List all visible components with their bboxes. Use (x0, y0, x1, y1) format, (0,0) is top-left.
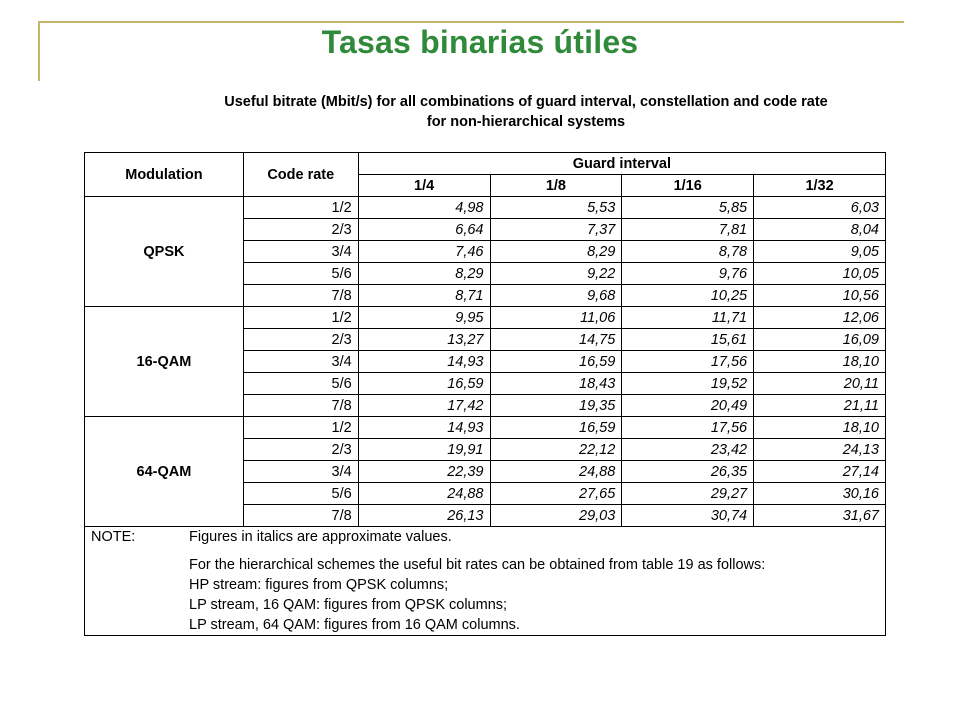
bitrate-value-cell: 11,71 (622, 307, 754, 329)
bitrate-value-cell: 6,64 (358, 219, 490, 241)
bitrate-value-cell: 19,35 (490, 395, 622, 417)
bitrate-value-cell: 7,81 (622, 219, 754, 241)
code-rate-cell: 5/6 (243, 263, 358, 285)
bitrate-value-cell: 11,06 (490, 307, 622, 329)
bitrate-value-cell: 18,43 (490, 373, 622, 395)
code-rate-cell: 7/8 (243, 395, 358, 417)
bitrate-value-cell: 24,88 (490, 461, 622, 483)
header-guard-1-32: 1/32 (754, 175, 886, 197)
modulation-cell: 64-QAM (85, 417, 244, 527)
table-body (85, 197, 886, 527)
code-rate-cell: 5/6 (243, 373, 358, 395)
bitrate-value-cell: 29,03 (490, 505, 622, 527)
frame-top-line (38, 21, 904, 23)
bitrate-value-cell: 27,14 (754, 461, 886, 483)
header-modulation: Modulation (85, 153, 244, 197)
note-indent (91, 595, 189, 615)
caption-line-2: for non-hierarchical systems (426, 114, 626, 130)
bitrate-value-cell: 27,65 (490, 483, 622, 505)
bitrate-value-cell: 18,10 (754, 417, 886, 439)
bitrate-value-cell: 13,27 (358, 329, 490, 351)
note-line-1: Figures in italics are approximate values. (189, 529, 452, 545)
bitrate-value-cell: 15,61 (622, 329, 754, 351)
bitrate-value-cell: 16,59 (490, 417, 622, 439)
bitrate-value-cell: 9,76 (622, 263, 754, 285)
note-label: NOTE: (91, 529, 136, 545)
note-spacer (189, 547, 879, 555)
bitrate-value-cell: 8,04 (754, 219, 886, 241)
header-guard-1-16: 1/16 (622, 175, 754, 197)
bitrate-value-cell: 5,85 (622, 197, 754, 219)
note-line-2: For the hierarchical schemes the useful bit rates can be obtained from table 19 as follows: (189, 557, 766, 573)
header-guard-interval: Guard interval (358, 153, 885, 175)
table-row (85, 197, 886, 219)
modulation-cell: 16-QAM (85, 307, 244, 417)
header-guard-1-8: 1/8 (490, 175, 622, 197)
note-indent (91, 575, 189, 595)
table-row (85, 417, 886, 439)
caption-line-1: Useful bitrate (Mbit/s) for all combinations of guard interval, constellation and code rate (224, 94, 828, 110)
bitrate-value-cell: 7,37 (490, 219, 622, 241)
header-row-1 (85, 153, 886, 175)
bitrate-value-cell: 8,71 (358, 285, 490, 307)
bitrate-value-cell: 4,98 (358, 197, 490, 219)
bitrate-value-cell: 9,68 (490, 285, 622, 307)
bitrate-value-cell: 16,59 (358, 373, 490, 395)
bitrate-value-cell: 9,95 (358, 307, 490, 329)
note-spacer (91, 547, 189, 555)
header-code-rate: Code rate (243, 153, 358, 197)
bitrate-value-cell: 24,13 (754, 439, 886, 461)
bitrate-value-cell: 6,03 (754, 197, 886, 219)
code-rate-cell: 7/8 (243, 505, 358, 527)
code-rate-cell: 2/3 (243, 329, 358, 351)
notes-row (85, 527, 886, 636)
bitrate-value-cell: 20,49 (622, 395, 754, 417)
bitrate-value-cell: 21,11 (754, 395, 886, 417)
bitrate-value-cell: 10,56 (754, 285, 886, 307)
bitrate-value-cell: 7,46 (358, 241, 490, 263)
bitrate-value-cell: 17,56 (622, 351, 754, 373)
bitrate-value-cell: 23,42 (622, 439, 754, 461)
code-rate-cell: 3/4 (243, 241, 358, 263)
bitrate-value-cell: 31,67 (754, 505, 886, 527)
table-header (85, 153, 886, 197)
code-rate-cell: 2/3 (243, 219, 358, 241)
code-rate-cell: 5/6 (243, 483, 358, 505)
bitrate-value-cell: 24,88 (358, 483, 490, 505)
code-rate-cell: 1/2 (243, 307, 358, 329)
bitrate-value-cell: 16,09 (754, 329, 886, 351)
bitrate-value-cell: 12,06 (754, 307, 886, 329)
note-line-5: LP stream, 64 QAM: figures from 16 QAM columns. (189, 617, 520, 633)
bitrate-table (84, 152, 886, 636)
bitrate-value-cell: 26,13 (358, 505, 490, 527)
bitrate-value-cell: 22,12 (490, 439, 622, 461)
code-rate-cell: 3/4 (243, 351, 358, 373)
modulation-cell: QPSK (85, 197, 244, 307)
bitrate-value-cell: 8,78 (622, 241, 754, 263)
bitrate-value-cell: 20,11 (754, 373, 886, 395)
bitrate-value-cell: 22,39 (358, 461, 490, 483)
note-line-3: HP stream: figures from QPSK columns; (189, 577, 449, 593)
bitrate-value-cell: 16,59 (490, 351, 622, 373)
slide-title: Tasas binarias útiles (321, 24, 639, 60)
bitrate-value-cell: 14,75 (490, 329, 622, 351)
bitrate-value-cell: 30,74 (622, 505, 754, 527)
bitrate-value-cell: 19,91 (358, 439, 490, 461)
bitrate-value-cell: 14,93 (358, 417, 490, 439)
code-rate-cell: 3/4 (243, 461, 358, 483)
code-rate-cell: 1/2 (243, 417, 358, 439)
bitrate-value-cell: 8,29 (490, 241, 622, 263)
note-indent (91, 615, 189, 635)
bitrate-value-cell: 10,05 (754, 263, 886, 285)
notes-cell (85, 527, 886, 636)
code-rate-cell: 7/8 (243, 285, 358, 307)
bitrate-value-cell: 14,93 (358, 351, 490, 373)
bitrate-value-cell: 30,16 (754, 483, 886, 505)
table-notes (85, 527, 886, 636)
bitrate-value-cell: 9,05 (754, 241, 886, 263)
table-row (85, 307, 886, 329)
note-line-4: LP stream, 16 QAM: figures from QPSK columns; (189, 597, 508, 613)
bitrate-value-cell: 10,25 (622, 285, 754, 307)
code-rate-cell: 1/2 (243, 197, 358, 219)
bitrate-value-cell: 17,42 (358, 395, 490, 417)
notes-grid (91, 527, 879, 635)
table-caption (84, 92, 960, 132)
bitrate-value-cell: 5,53 (490, 197, 622, 219)
code-rate-cell: 2/3 (243, 439, 358, 461)
bitrate-value-cell: 26,35 (622, 461, 754, 483)
note-indent (91, 555, 189, 575)
bitrate-value-cell: 17,56 (622, 417, 754, 439)
bitrate-value-cell: 9,22 (490, 263, 622, 285)
bitrate-value-cell: 19,52 (622, 373, 754, 395)
bitrate-value-cell: 8,29 (358, 263, 490, 285)
bitrate-value-cell: 18,10 (754, 351, 886, 373)
bitrate-value-cell: 29,27 (622, 483, 754, 505)
header-guard-1-4: 1/4 (358, 175, 490, 197)
